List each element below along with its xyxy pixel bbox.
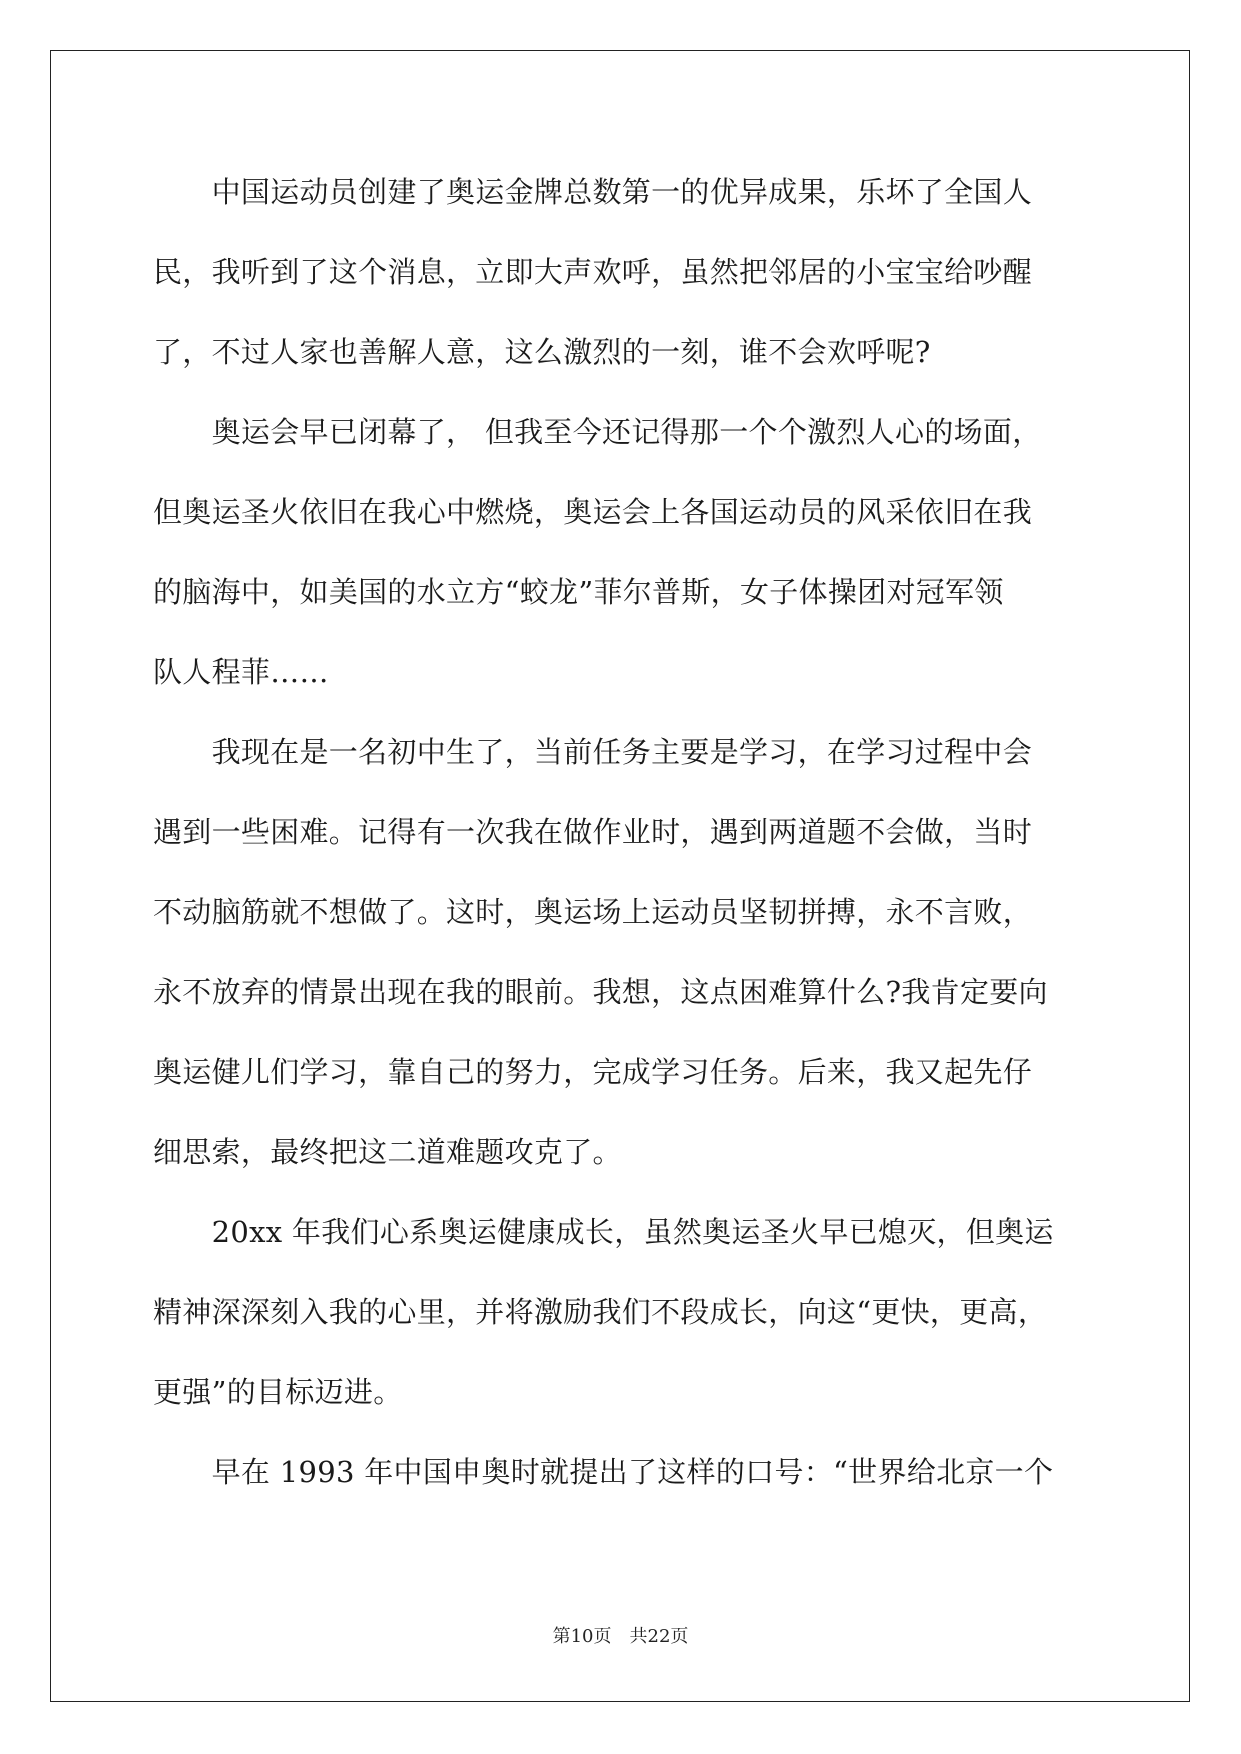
text-line: 了，不过人家也善解人意，这么激烈的一刻，谁不会欢呼呢? <box>153 335 931 369</box>
page-total: 共22页 <box>629 1626 689 1647</box>
page-footer <box>0 1622 1241 1648</box>
text-line: 精神深深刻入我的心里，并将激励我们不段成长，向这“更快，更高， <box>153 1295 1048 1329</box>
text-line: 但奥运圣火依旧在我心中燃烧，奥运会上各国运动员的风采依旧在我 <box>153 495 1033 529</box>
text-line: 不动脑筋就不想做了。这时，奥运场上运动员坚韧拼搏，永不言败， <box>153 895 1033 929</box>
text-line: 中国运动员创建了奥运金牌总数第一的优异成果，乐坏了全国人 <box>153 175 1033 209</box>
text-line: 细思索，最终把这二道难题攻克了。 <box>153 1135 622 1169</box>
text-line: 永不放弃的情景出现在我的眼前。我想，这点困难算什么?我肯定要向 <box>153 975 1048 1009</box>
text-line: 的脑海中，如美国的水立方“蛟龙”菲尔普斯，女子体操团对冠军领 <box>153 575 1004 609</box>
text-line: 遇到一些困难。记得有一次我在做作业时，遇到两道题不会做，当时 <box>153 815 1033 849</box>
text-line: 奥运健儿们学习，靠自己的努力，完成学习任务。后来，我又起先仔 <box>153 1055 1033 1089</box>
text-line: 更强”的目标迈进。 <box>153 1375 403 1409</box>
page-number: 第10页 <box>552 1626 612 1647</box>
text-line: 早在 1993 年中国申奥时就提出了这样的口号：“世界给北京一个 <box>153 1455 1054 1489</box>
text-line: 民，我听到了这个消息，立即大声欢呼，虽然把邻居的小宝宝给吵醒 <box>153 255 1033 289</box>
text-line: 队人程菲…… <box>153 655 329 689</box>
text-line: 我现在是一名初中生了，当前任务主要是学习，在学习过程中会 <box>153 735 1033 769</box>
document-body <box>153 158 1089 1518</box>
text-line: 奥运会早已闭幕了， 但我至今还记得那一个个激烈人心的场面， <box>153 415 1042 449</box>
text-line: 20xx 年我们心系奥运健康成长，虽然奥运圣火早已熄灭，但奥运 <box>153 1215 1054 1249</box>
